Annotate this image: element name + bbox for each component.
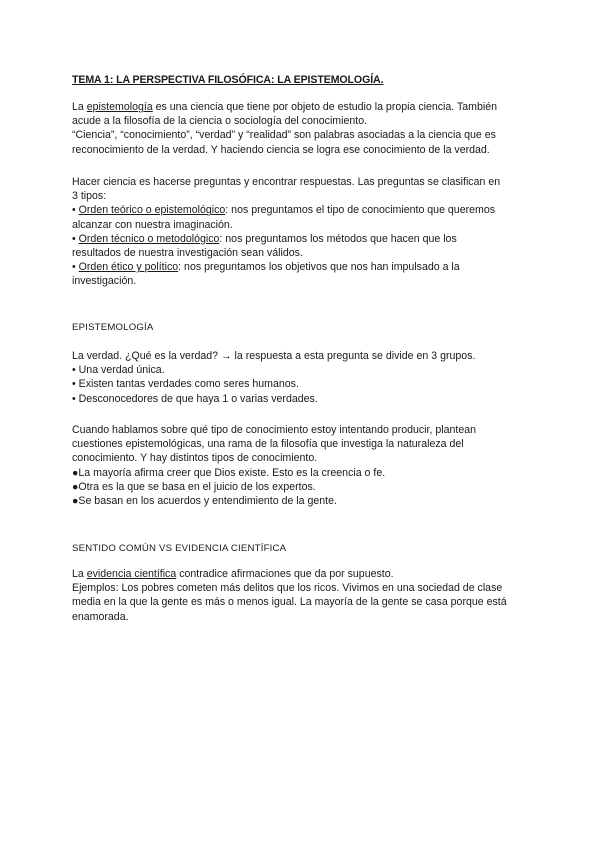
list-item: • Orden ético y político: nos preguntamos los objetivos que nos han impulsado a la investigación. [72, 261, 460, 288]
list-item: ●La mayoría afirma creer que Dios existe. Esto es la creencia o fe. [72, 466, 386, 479]
paragraph-line: Cuando hablamos sobre qué tipo de conocimiento estoy intentando producir, plantean [72, 424, 477, 436]
question-types-intro: Hacer ciencia es hacerse preguntas y encontrar respuestas. Las preguntas se clasifican en 3 tipos: [72, 176, 501, 203]
paragraph-line: media en la que la gente es más o menos igual. La mayoría de la gente se casa porque está [72, 596, 507, 609]
paragraph-line: cuestiones epistemológicas, una rama de la filosofía que investiga la naturaleza del [72, 438, 464, 451]
list-item: • Desconocedores de que haya 1 o varias verdades. [72, 392, 318, 405]
section-heading-sentido-comun: SENTIDO COMÚN VS EVIDENCIA CIENTÍFICA [72, 543, 287, 554]
intro-paragraph-2: “Ciencia”, “conocimiento”, “verdad” y “realidad” son palabras asociadas a la ciencia que es reconocimiento de la verdad. Y haciendo ciencia se logra ese conocimiento de la verdad. [72, 129, 496, 156]
term-orden-etico: Orden ético y político [78, 261, 179, 274]
evidence-paragraph: La evidencia científica contradice afirmaciones que da por supuesto. [72, 568, 394, 580]
truth-intro: La verdad. ¿Qué es la verdad? → la respuesta a esta pregunta se divide en 3 grupos. [72, 350, 476, 362]
term-evidencia-cientifica: evidencia científica [86, 568, 177, 580]
page-title: TEMA 1: LA PERSPECTIVA FILOSÓFICA: LA EPISTEMOLOGÍA. [72, 74, 384, 86]
question-types-section [72, 175, 532, 289]
evidence-section [72, 567, 532, 624]
paragraph-line: Ejemplos: Los pobres cometen más delitos que los ricos. Vivimos en una sociedad de clase [72, 582, 503, 595]
list-item: • Una verdad única. [72, 364, 165, 377]
list-item: ●Otra es la que se basa en el juicio de los expertos. [72, 480, 316, 493]
list-item: • Orden técnico o metodológico: nos preguntamos los métodos que hacen que los resultados de nuestra investigación sean válidos. [72, 232, 457, 260]
truth-section [72, 349, 532, 406]
list-item: • Existen tantas verdades como seres humanos. [72, 378, 299, 391]
term-orden-teorico: Orden teórico o epistemológico [78, 204, 226, 217]
intro-paragraph-1: La epistemología es una ciencia que tiene por objeto de estudio la propia ciencia. También acude a la filosofía de la ciencia o sociología del conocimiento. [72, 101, 498, 128]
list-item: • Orden teórico o epistemológico: nos preguntamos el tipo de conocimiento que queremos alcanzar con nuestra imaginación. [72, 204, 496, 231]
knowledge-section [72, 423, 532, 508]
list-item: ●Se basan en los acuerdos y entendimiento de la gente. [72, 495, 337, 508]
paragraph-line: conocimiento. Y hay distintos tipos de conocimiento. [72, 452, 318, 465]
intro-section [72, 100, 532, 157]
paragraph-line: enamorada. [72, 610, 129, 623]
term-orden-tecnico: Orden técnico o metodológico [78, 232, 220, 245]
section-heading-epistemologia: EPISTEMOLOGÍA [72, 322, 154, 333]
term-epistemologia: epistemología [86, 101, 153, 113]
